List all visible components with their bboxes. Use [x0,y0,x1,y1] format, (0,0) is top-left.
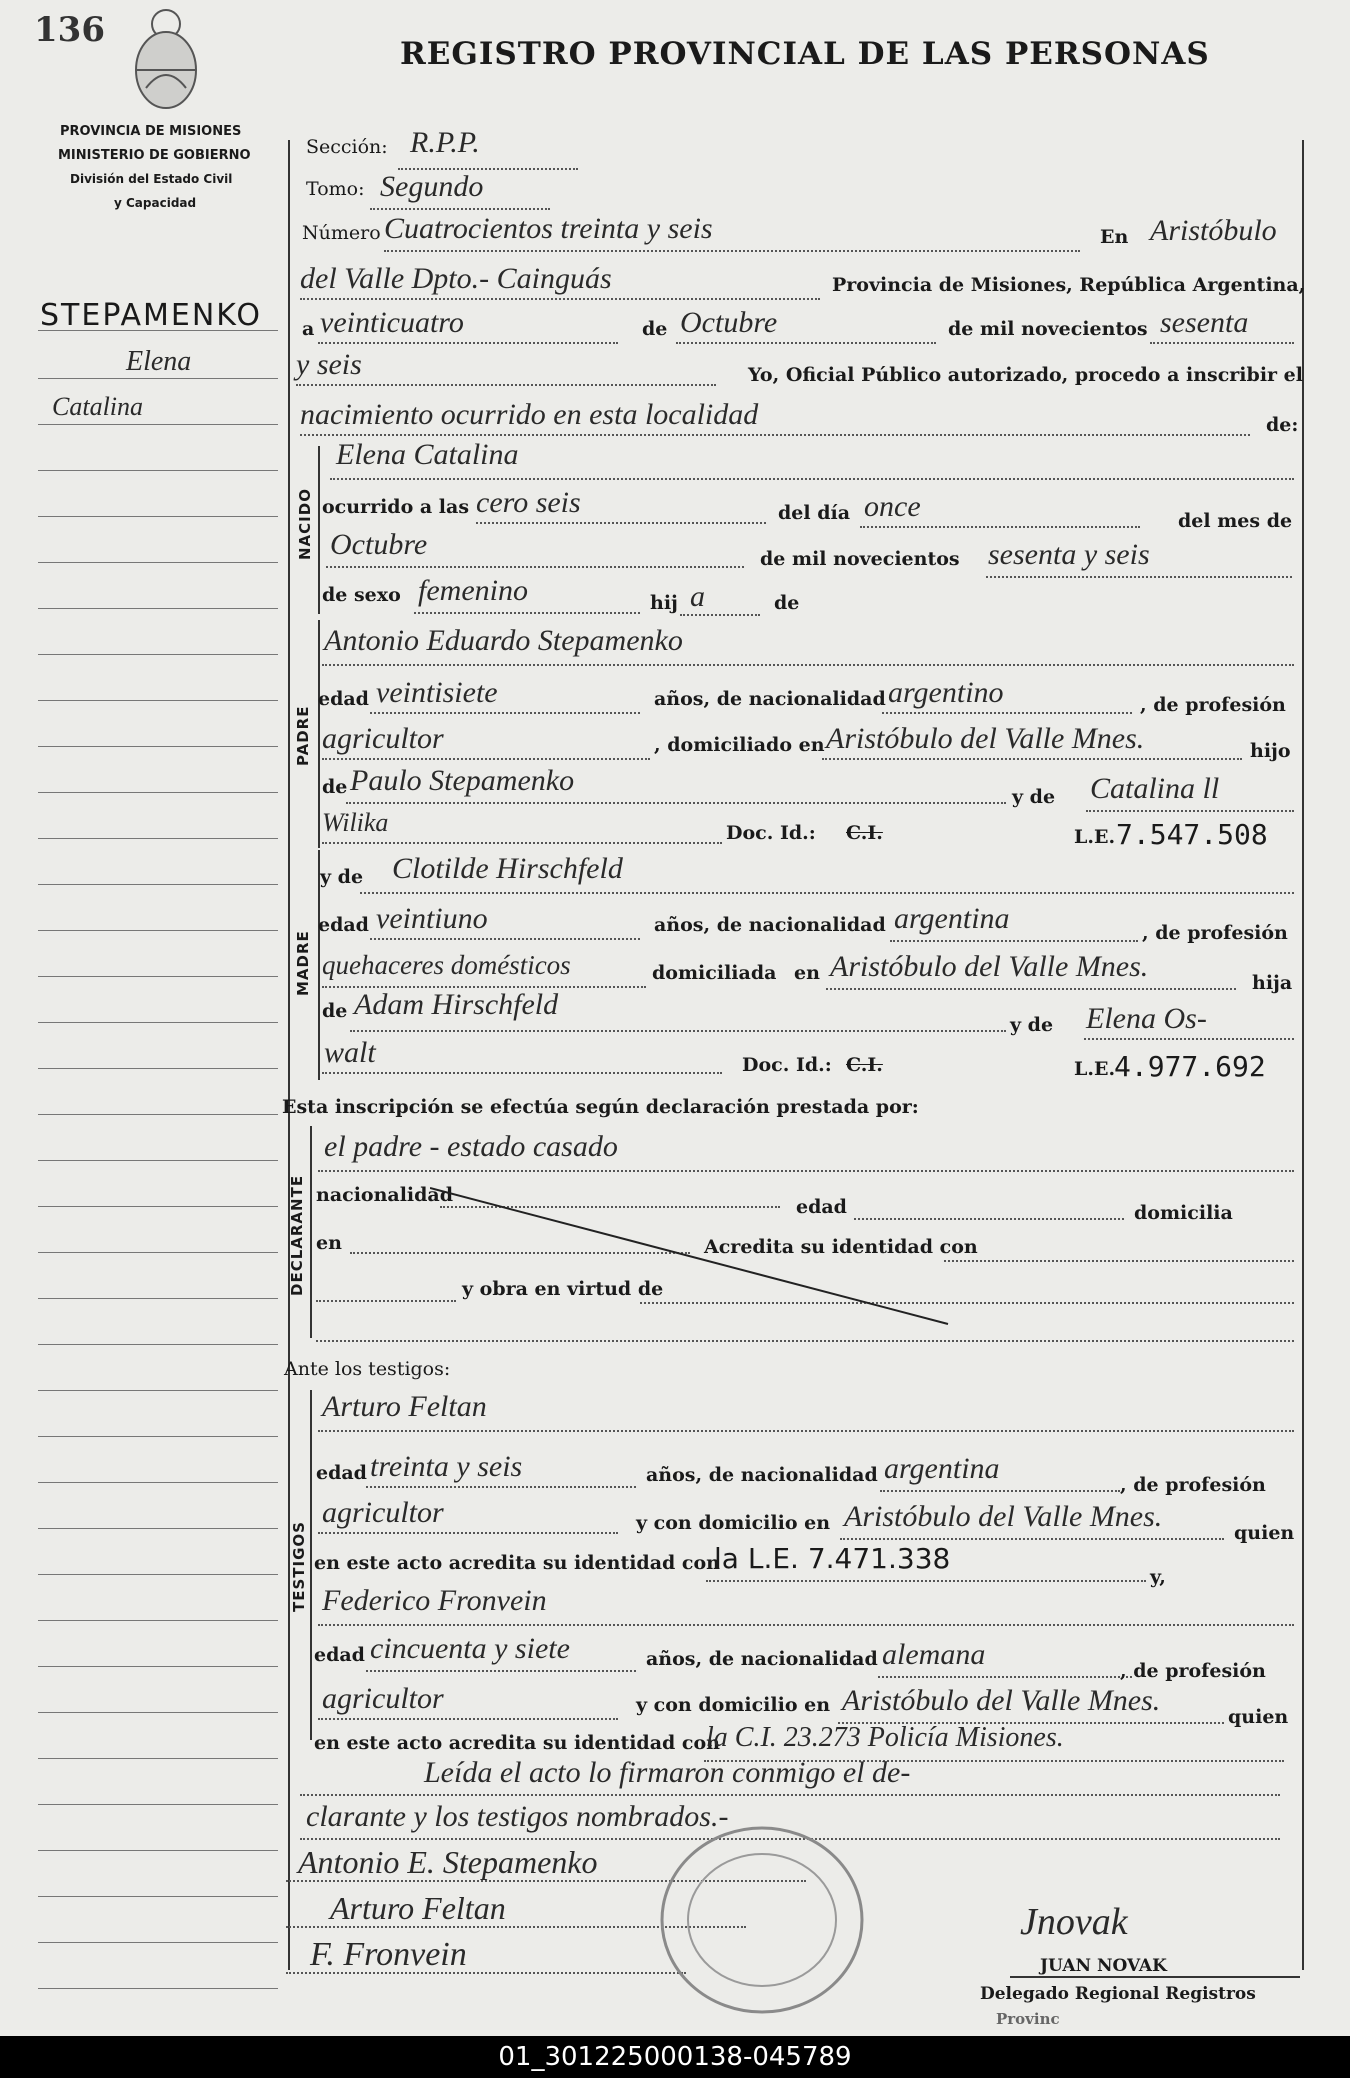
declarante-texto: el padre - estado casado [324,1130,618,1163]
seccion-value: R.P.P. [410,126,480,159]
mes-value: Octubre [680,306,778,339]
margin-rule-line [38,1666,278,1667]
testigo1-doc: la L.E. 7.471.338 [714,1542,951,1575]
del-dia-label: del día [778,502,851,524]
margin-rule-line [38,792,278,793]
margin-rule-line [38,1022,278,1023]
nacido-dia: once [864,490,921,523]
margin-rule-line [38,1206,278,1207]
madre-le-label: L.E. [1074,1058,1116,1080]
declarante-side-label: DECLARANTE [288,1174,306,1296]
margin-rule-line [38,424,278,425]
de2-label: de: [1266,414,1299,436]
madre-profesion-label: , de profesión [1142,922,1288,944]
dia-value: veinticuatro [320,306,464,339]
padre-domiciliado-label: , domiciliado en [654,734,825,756]
padre-le: 7.547.508 [1116,818,1268,851]
main-frame-left [288,140,290,1970]
madre-nacionalidad: argentina [894,902,1010,935]
madre-edad: veintiuno [376,902,488,935]
declarante-acredita-label: Acredita su identidad con [704,1236,978,1258]
padre-padre-de: Paulo Stepamenko [350,764,575,797]
testigo1-profesion: agricultor [322,1496,444,1529]
firma-testigo-1: Arturo Feltan [330,1890,506,1926]
testigo1-profesion-label: , de profesión [1120,1474,1266,1496]
nacido-mil-label: de mil novecientos [760,548,960,570]
testigo1-acredita-label: en este acto acredita su identidad con [314,1552,720,1574]
mil-label: de mil novecientos [948,318,1148,340]
firma-declarante: Antonio E. Stepamenko [298,1844,598,1880]
oficial-nombre: JUAN NOVAK [1040,1956,1167,1976]
madre-le: 4.977.692 [1114,1050,1266,1083]
testigo1-edad: treinta y seis [370,1450,523,1483]
hij-label: hij [650,592,678,614]
testigo2-profesion: agricultor [322,1682,444,1715]
margin-rule-line [38,1436,278,1437]
madre-y-de-label: y de [320,866,364,888]
testigo2-edad: cincuenta y siete [370,1632,570,1665]
margin-rule-line [38,746,278,747]
testigo2-profesion-label: , de profesión [1120,1660,1266,1682]
scan-filename-bar: 01_301225000138-045789 [0,2036,1350,2078]
lugar-value: Aristóbulo [1150,214,1277,247]
padre-le-label: L.E. [1074,826,1116,848]
margin-rule-line [38,562,278,563]
padre-profesion: agricultor [322,722,444,755]
numero-value: Cuatrocientos treinta y seis [384,212,713,245]
testigo2-acredita-label: en este acto acredita su identidad con [314,1732,720,1754]
margin-rule-line [38,470,278,471]
oficial-cargo: Delegado Regional Registros [980,1984,1256,2004]
margin-given-2: Catalina [52,392,144,421]
margin-rule-line [38,654,278,655]
testigo1-domicilio: Aristóbulo del Valle Mnes. [844,1500,1163,1533]
margin-rule-line [38,1896,278,1897]
tomo-value: Segundo [380,170,484,203]
padre-bracket [318,620,320,848]
inscripcion-value: nacimiento ocurrido en esta localidad [300,398,759,431]
margin-rule-line [38,700,278,701]
margin-rule-line [38,378,278,379]
ocurrido-label: ocurrido a las [322,496,470,518]
testigo2-domicilio-label: y con domicilio en [636,1694,831,1716]
madre-domicilio: Aristóbulo del Valle Mnes. [830,950,1149,983]
padre-nombre: Antonio Eduardo Stepamenko [324,624,683,657]
margin-rule-line [38,976,278,977]
madre-madre-de2: walt [324,1036,376,1069]
testigos-bracket [310,1390,312,1740]
seccion-label: Sección: [306,136,388,158]
madre-en-label: en [794,962,820,984]
madre-madre-de: Elena Os- [1086,1002,1207,1035]
declarante-edad-label: edad [796,1196,847,1218]
padre-y-de-label: y de [1012,786,1056,808]
org-line-4: y Capacidad [114,196,197,210]
margin-rule-line [38,884,278,885]
madre-hija-label: hija [1252,972,1293,994]
madre-doc-label: Doc. Id.: [742,1054,832,1076]
testigo1-nacionalidad: argentina [884,1452,1000,1485]
provincia-label: Provincia de Misiones, República Argentina, [832,274,1306,296]
padre-madre-de: Catalina ll [1090,772,1220,805]
margin-rule-line [38,1620,278,1621]
hij-suffix: a [690,580,705,613]
document-title: REGISTRO PROVINCIAL DE LAS PERSONAS [400,36,1210,72]
madre-domiciliada-label: domiciliada [652,962,777,984]
madre-anios-label: años, de nacionalidad [654,914,886,936]
declarante-intro: Esta inscripción se efectúa según declaración prestada por: [282,1096,919,1118]
firma-testigo-2: F. Fronvein [310,1936,467,1973]
oficial-firma: Jnovak [1020,1901,1128,1943]
padre-nacionalidad: argentino [888,676,1004,709]
margin-rule-line [38,838,278,839]
sexo-label: de sexo [322,584,401,606]
padre-side-label: PADRE [294,705,312,766]
nacido-hora: cero seis [476,486,581,519]
org-line-2: MINISTERIO DE GOBIERNO [58,148,251,163]
madre-edad-label: edad [318,914,369,936]
madre-nombre: Clotilde Hirschfeld [392,852,623,885]
nacido-nombre: Elena Catalina [336,438,519,471]
margin-rule-line [38,330,278,331]
padre-domicilio: Aristóbulo del Valle Mnes. [826,722,1145,755]
testigo2-doc: la C.I. 23.273 Policía Misiones. [706,1722,1064,1753]
margin-surname: STEPAMENKO [40,298,262,333]
testigo2-edad-label: edad [314,1644,365,1666]
org-line-3: División del Estado Civil [70,172,233,186]
padre-profesion-label: , de profesión [1140,694,1286,716]
nacido-bracket [318,446,320,614]
margin-given-1: Elena [126,346,192,377]
testigo1-edad-label: edad [316,1462,367,1484]
margin-rule-line [38,516,278,517]
del-mes-label: del mes de [1178,510,1293,532]
oficial-stamp-seal [652,1820,872,2020]
coat-of-arms-icon [128,2,204,112]
margin-rule-line [38,1252,278,1253]
margin-rule-line [38,1804,278,1805]
lugar2-value: del Valle Dpto.- Cainguás [300,262,612,295]
testigo2-quien-label: quien [1228,1706,1289,1728]
bottom-rule [1010,1976,1300,1978]
padre-hijo-label: hijo [1250,740,1291,762]
margin-rule-line [38,930,278,931]
padre-de-label: de [322,776,348,798]
margin-rule-line [38,1344,278,1345]
margin-rule-line [38,608,278,609]
margin-rule-line [38,1758,278,1759]
margin-rule-line [38,1160,278,1161]
madre-padre-de: Adam Hirschfeld [354,988,559,1021]
testigo2-nombre: Federico Fronvein [322,1584,547,1617]
nacido-sexo: femenino [418,574,528,607]
margin-rule-line [38,1712,278,1713]
nacido-de-label: de [774,592,800,614]
margin-rule-line [38,1114,278,1115]
margin-rule-line [38,1850,278,1851]
padre-madre-de2: Wilika [322,808,389,837]
testigo2-domicilio: Aristóbulo del Valle Mnes. [842,1684,1161,1717]
nacido-side-label: NACIDO [296,488,314,560]
nacido-mes: Octubre [330,528,428,561]
margin-rule-line [38,1988,278,1989]
testigo1-nombre: Arturo Feltan [322,1390,487,1423]
margin-rule-line [38,1068,278,1069]
testigo1-domicilio-label: y con domicilio en [636,1512,831,1534]
margin-rule-line [38,1574,278,1575]
anio2-value: y seis [296,348,362,381]
anio-value: sesenta [1160,306,1249,339]
numero-label: Número [302,222,381,244]
margin-rule-line [38,1942,278,1943]
padre-anios-label: años, de nacionalidad [654,688,886,710]
main-frame-right [1302,140,1304,1970]
cierre-linea-1: Leída el acto lo firmaron conmigo el de- [424,1756,911,1789]
madre-profesion: quehaceres domésticos [322,950,571,980]
testigos-side-label: TESTIGOS [290,1521,308,1612]
padre-doc-type: C.I. [846,822,883,844]
declarante-domicilia-label: domicilia [1134,1202,1233,1224]
testigos-intro: Ante los testigos: [284,1358,451,1380]
page-number: 136 [34,10,105,50]
yo-label: Yo, Oficial Público autorizado, procedo a inscribir el [748,364,1303,386]
madre-de-label: de [322,1000,348,1022]
testigo2-anios-label: años, de nacionalidad [646,1648,878,1670]
en-label: En [1100,226,1129,248]
margin-rule-line [38,1482,278,1483]
a-label: a [302,318,315,340]
de-label: de [642,318,668,340]
declarante-obra-label: y obra en virtud de [462,1278,664,1300]
madre-side-label: MADRE [294,930,312,996]
padre-edad: veintisiete [376,676,498,709]
declarante-cross-out [430,1186,950,1326]
madre-doc-type: C.I. [846,1054,883,1076]
margin-rule-line [38,1528,278,1529]
nacido-anio: sesenta y seis [988,538,1150,571]
declarante-bracket [310,1126,312,1338]
padre-doc-label: Doc. Id.: [726,822,816,844]
oficial-cargo-2: Provinc [996,2010,1060,2028]
declarante-nacionalidad-label: nacionalidad [316,1184,454,1206]
declarante-en-label: en [316,1232,342,1254]
testigo1-quien-label: quien [1234,1522,1295,1544]
margin-rule-line [38,1390,278,1391]
testigo1-anios-label: años, de nacionalidad [646,1464,878,1486]
madre-y-de2-label: y de [1010,1014,1054,1036]
testigo2-nacionalidad: alemana [882,1638,986,1671]
cierre-linea-2: clarante y los testigos nombrados.- [306,1800,729,1833]
tomo-label: Tomo: [306,178,365,200]
margin-rule-line [38,1298,278,1299]
testigo-y-label: y, [1150,1566,1166,1588]
padre-edad-label: edad [318,688,369,710]
org-line-1: PROVINCIA DE MISIONES [60,124,242,139]
